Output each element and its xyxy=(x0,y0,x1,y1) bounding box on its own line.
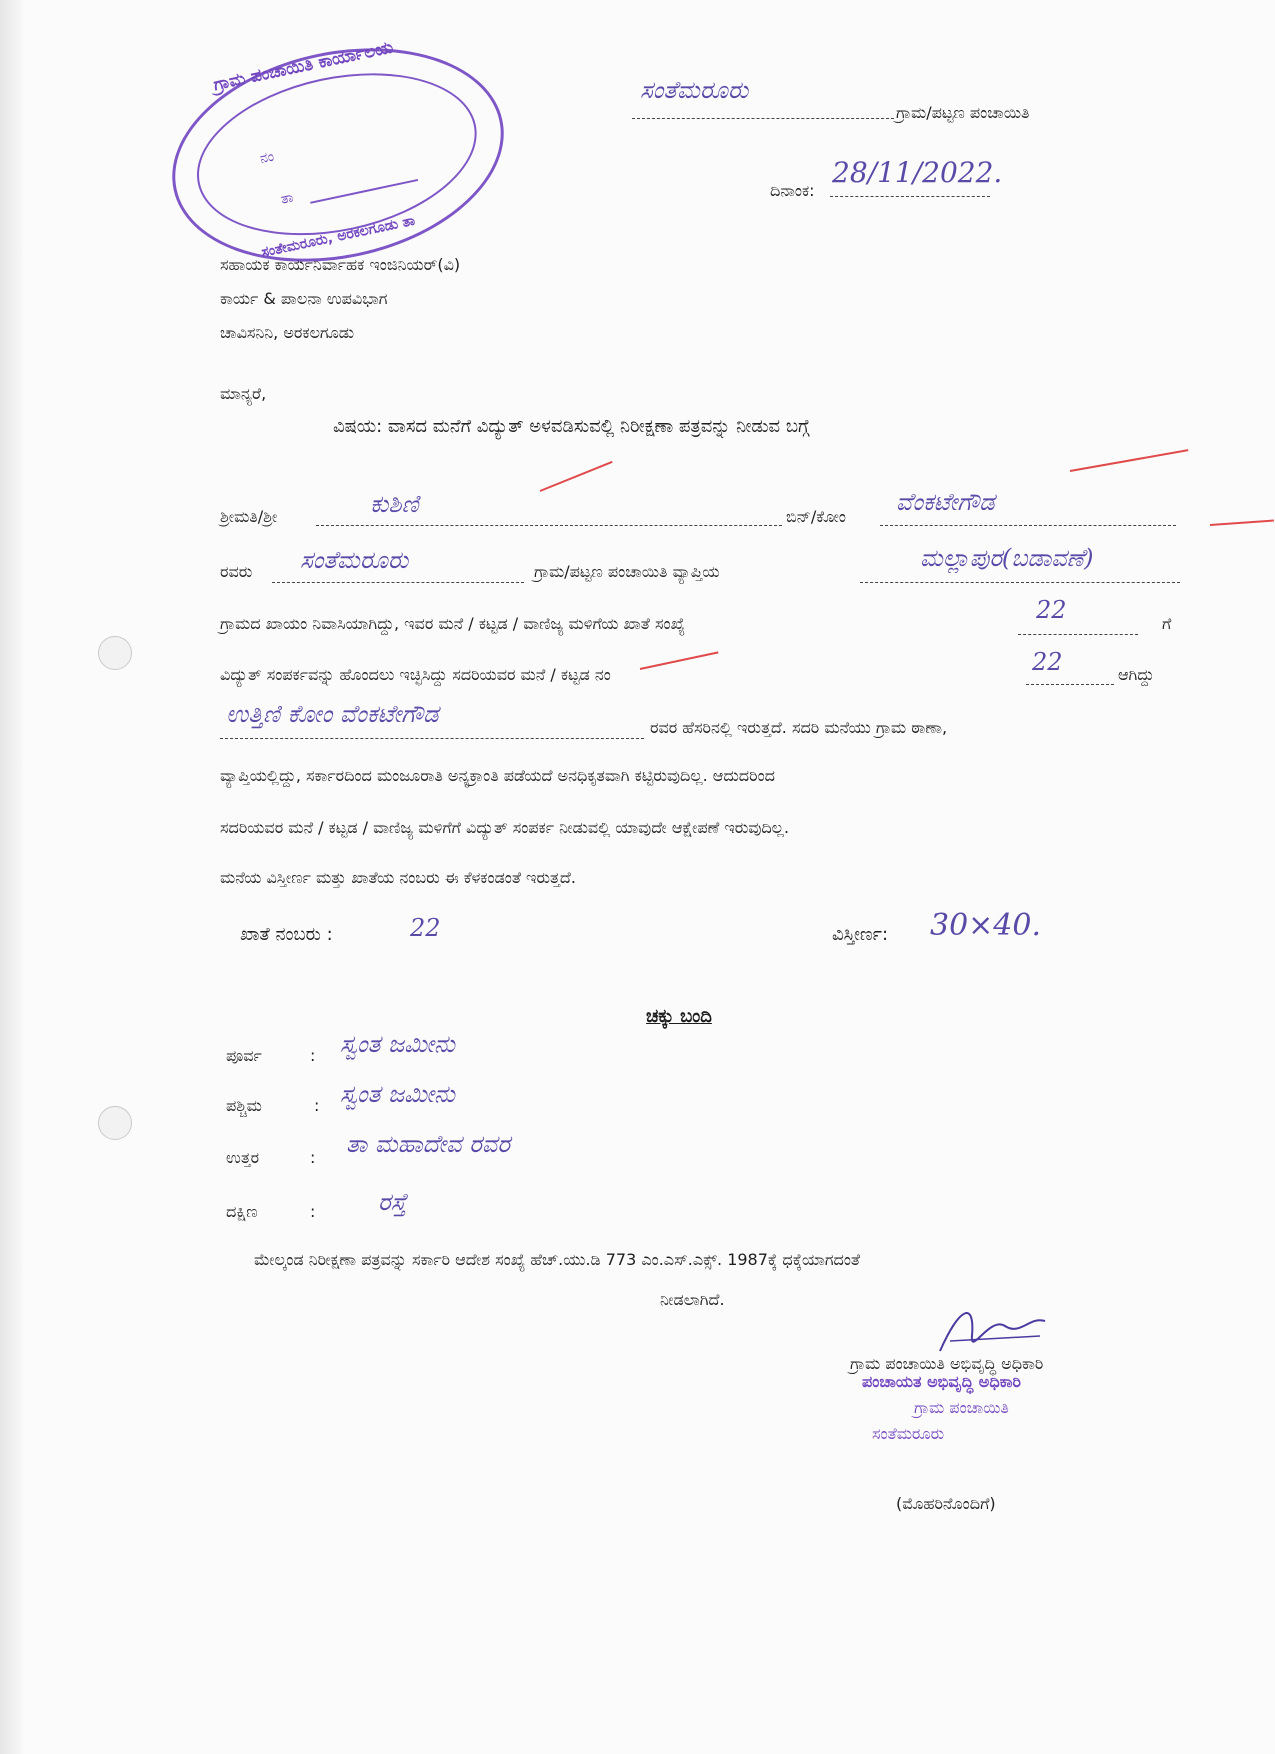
seal-line3: ಸಂತೆಮರೂರು xyxy=(872,1424,945,1443)
punch-hole xyxy=(98,636,132,670)
correction-mark xyxy=(1210,520,1274,526)
south-label: ದಕ್ಷಿಣ xyxy=(226,1202,258,1221)
shrimati-label: ಶ್ರೀಮತಿ/ಶ್ರೀ xyxy=(220,507,278,526)
area-measure: 30×40. xyxy=(930,908,1042,943)
date-underline xyxy=(830,196,990,197)
village-label: ಗ್ರಾಮ/ಪಟ್ಟಣ ಪಂಚಾಯಿತಿ xyxy=(896,103,1030,122)
south-colon: : xyxy=(310,1202,316,1221)
correction-mark xyxy=(640,651,719,670)
owner-underline xyxy=(220,738,644,739)
office-stamp xyxy=(152,19,523,290)
panchayat-label: ಗ್ರಾಮ/ಪಟ್ಟಣ ಪಂಚಾಯಿತಿ ವ್ಯಾಪ್ತಿಯ xyxy=(534,562,720,581)
name-value: ಕುಶಿಣಿ xyxy=(370,490,419,518)
village-handwritten: ಸಂತೆಮರೂರು xyxy=(640,76,749,104)
east-value: ಸ್ವಂತ ಜಮೀನು xyxy=(340,1030,455,1058)
stamp-no-label: ನಂ xyxy=(258,148,276,168)
form-line3: ಗ್ರಾಮದ ಖಾಯಂ ನಿವಾಸಿಯಾಗಿದ್ದು, ಇವರ ಮನೆ / ಕಟ್ಟಡ / ವಾಣಿಜ್ಯ ಮಳಿಗೆಯ ಖಾತೆ ಸಂಖ್ಯೆ xyxy=(220,614,686,633)
north-value: ತಾ ಮಹಾದೇವ ರವರ xyxy=(346,1130,510,1158)
salutation: ಮಾನ್ಯರೆ, xyxy=(220,384,267,403)
stamp-taa-label: ತಾ xyxy=(279,189,295,208)
recipient-line2: ಕಾರ್ಯ & ಪಾಲನಾ ಉಪವಿಭಾಗ xyxy=(220,289,388,308)
east-label: ಪೂರ್ವ xyxy=(226,1046,262,1065)
khata-value-form: 22 xyxy=(1036,596,1067,624)
west-label: ಪಶ್ಚಿಮ xyxy=(226,1096,262,1115)
ravaru-label: ರವರು xyxy=(220,562,253,581)
bin-label: ಬಿನ್/ಕೋಂ xyxy=(786,507,846,526)
area-underline xyxy=(860,582,1180,583)
recipient-line1: ಸಹಾಯಕ ಕಾರ್ಯನಿರ್ವಾಹಕ ಇಂಜಿನಿಯರ್(ವಿ) xyxy=(220,255,461,274)
punch-hole xyxy=(98,1106,132,1140)
east-colon: : xyxy=(310,1046,316,1065)
correction-mark xyxy=(540,461,613,492)
north-label: ಉತ್ತರ xyxy=(226,1148,260,1167)
seal-line1: ಪಂಚಾಯತ ಅಭಿವೃದ್ಧಿ ಅಧಿಕಾರಿ xyxy=(862,1372,1021,1391)
form-line7: ಸದರಿಯವರ ಮನೆ / ಕಟ್ಟಡ / ವಾಣಿಜ್ಯ ಮಳಿಗೆಗೆ ವಿದ್ಯುತ್ ಸಂಪರ್ಕ ನೀಡುವಲ್ಲಿ ಯಾವುದೇ ಆಕ್ಷೇಪಣೆ ಇರುವುದಿಲ್ಲ. xyxy=(220,818,790,837)
order-line2: ನೀಡಲಾಗಿದೆ. xyxy=(660,1290,725,1309)
village-underline xyxy=(632,118,894,119)
order-line1: ಮೇಲ್ಕಂಡ ನಿರೀಕ್ಷಣಾ ಪತ್ರವನ್ನು ಸರ್ಕಾರಿ ಆದೇಶ ಸಂಖ್ಯೆ ಹೆಚ್.ಯು.ಡಿ 773 ಎಂ.ಎಸ್.ಎಕ್ಸ್. 1987ಕ್ಕೆ ಧಕ್ಕೆಯಾಗದಂತೆ xyxy=(254,1250,861,1269)
correction-mark xyxy=(1070,449,1189,472)
form-line4: ವಿದ್ಯುತ್ ಸಂಪರ್ಕವನ್ನು ಹೊಂದಲು ಇಚ್ಛಿಸಿದ್ದು ಸದರಿಯವರ ಮನೆ / ಕಟ್ಟಡ ನಂ xyxy=(220,665,611,684)
building-no-value: 22 xyxy=(1032,648,1063,676)
ge-label: ಗೆ xyxy=(1162,614,1172,633)
date-value: 28/11/2022. xyxy=(832,156,1003,189)
subject: ವಿಷಯ: ವಾಸದ ಮನೆಗೆ ವಿದ್ಯುತ್ ಅಳವಡಿಸುವಲ್ಲಿ ನಿರೀಕ್ಷಣಾ ಪತ್ರವನ್ನು ನೀಡುವ ಬಗ್ಗೆ xyxy=(333,416,810,437)
name-underline xyxy=(316,525,782,526)
form-line6: ವ್ಯಾಪ್ತಿಯಲ್ಲಿದ್ದು, ಸರ್ಕಾರದಿಂದ ಮಂಜೂರಾತಿ ಅನ್ಯಕ್ರಾಂತಿ ಪಡೆಯದೆ ಅನಧಿಕೃತವಾಗಿ ಕಟ್ಟಿರುವುದಿಲ್ಲ. ಆದುದರಿಂದ xyxy=(220,766,775,785)
father-value: ವೆಂಕಟೇಗೌಡ xyxy=(896,488,995,516)
with-seal-note: (ಮೊಹರಿನೊಂದಿಗೆ) xyxy=(896,1494,996,1513)
building-no-underline xyxy=(1026,684,1114,685)
recipient-line3: ಚಾವಿಸನಿನಿ, ಅರಕಲಗೂಡು xyxy=(220,323,355,342)
boundaries-title: ಚಕ್ಕು ಬಂದಿ xyxy=(646,1006,712,1027)
owner-value: ಉತ್ತಿಣಿ ಕೋಂ ವೆಂಕಟೇಗೌಡ xyxy=(226,700,439,728)
form-line8: ಮನೆಯ ವಿಸ್ತೀರ್ಣ ಮತ್ತು ಖಾತೆಯ ನಂಬರು ಈ ಕೆಳಕಂಡಂತೆ ಇರುತ್ತದೆ. xyxy=(220,868,576,887)
north-colon: : xyxy=(310,1148,316,1167)
west-value: ಸ್ವಂತ ಜಮೀನು xyxy=(340,1080,455,1108)
village-value-underline xyxy=(272,582,524,583)
form-line5: ರವರ ಹೆಸರಿನಲ್ಲಿ ಇರುತ್ತದೆ. ಸದರಿ ಮನೆಯು ಗ್ರಾಮ ಠಾಣಾ, xyxy=(650,718,948,737)
father-underline xyxy=(880,525,1176,526)
south-value: ರಸ್ತೆ xyxy=(378,1188,407,1216)
scan-edge xyxy=(0,0,22,1754)
area-value: ಮಲ್ಲಾಪುರ(ಬಡಾವಣೆ) xyxy=(920,544,1094,572)
stamp-ring-text: ಗ್ರಾಮ ಪಂಚಾಯಿತಿ ಕಾರ್ಯಾಲಯ xyxy=(211,37,396,96)
khata-underline xyxy=(1018,634,1138,635)
village-value: ಸಂತೆಮರೂರು xyxy=(300,546,409,574)
date-label: ದಿನಾಂಕ: xyxy=(770,181,815,200)
seal-line2: ಗ್ರಾಮ ಪಂಚಾಯಿತಿ xyxy=(914,1398,1009,1417)
khata-value: 22 xyxy=(410,914,441,942)
khata-label: ಖಾತೆ ನಂಬರು : xyxy=(240,924,333,945)
stamp-bottom-text: ಸಂತೇಮರೂರು, ಅರಕಲಗೂಡು ತಾ xyxy=(260,212,417,261)
west-colon: : xyxy=(314,1096,320,1115)
officer-label: ಗ್ರಾಮ ಪಂಚಾಯಿತಿ ಅಭಿವೃದ್ಧಿ ಅಧಿಕಾರಿ xyxy=(850,1354,1044,1373)
agiddu-label: ಆಗಿದ್ದು xyxy=(1118,665,1155,684)
area-label: ವಿಸ್ತೀರ್ಣ: xyxy=(832,924,889,945)
